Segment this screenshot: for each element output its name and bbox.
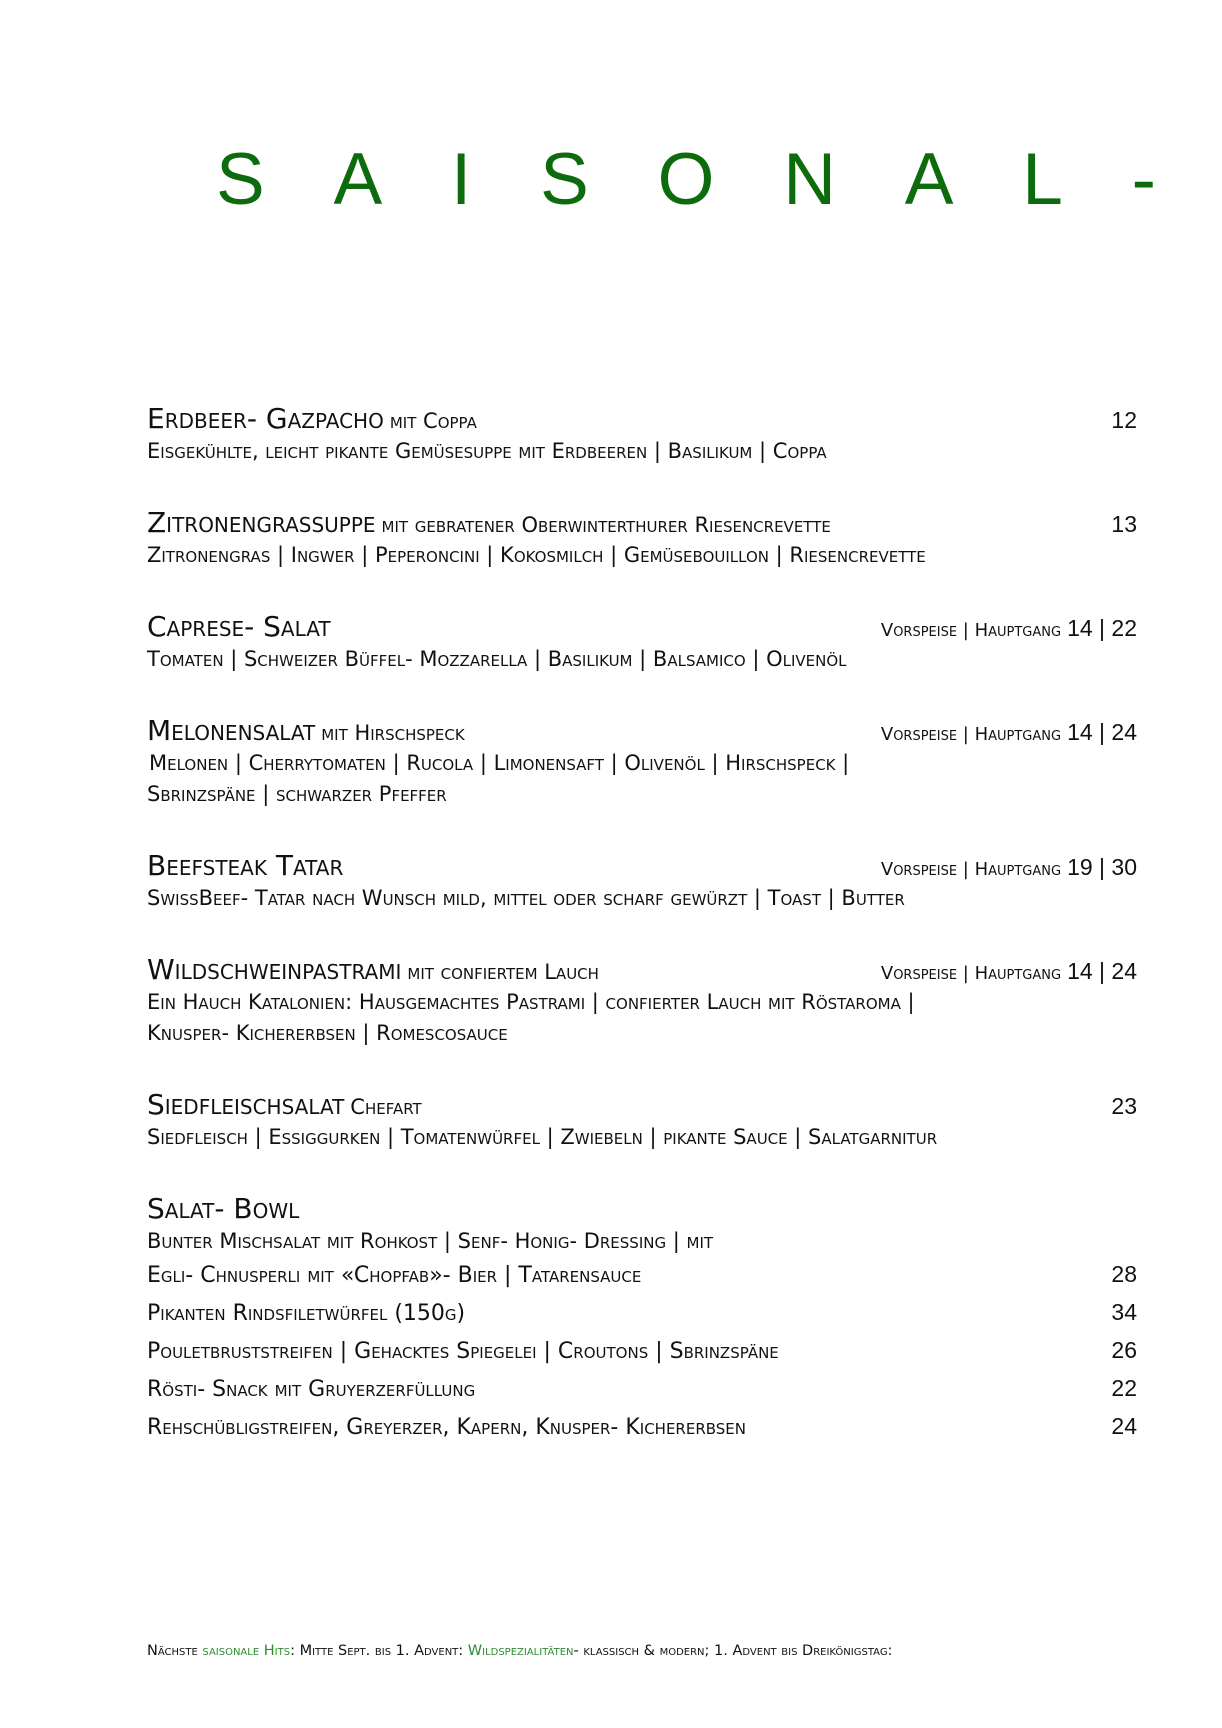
title-letter: N	[783, 139, 836, 220]
item-description: Melonen | Cherrytomaten | Rucola | Limonensaft | Olivenöl | Hirschspeck |	[149, 751, 850, 775]
bowl-option	[147, 1370, 1137, 1408]
footer-note	[147, 1643, 1147, 1659]
menu-list	[147, 402, 1137, 1486]
bowl-option-price: 24	[1111, 1413, 1137, 1439]
item-name: Salat- Bowl	[147, 1192, 300, 1225]
bowl-option-label: Pikanten Rindsfiletwürfel (150g)	[147, 1301, 466, 1326]
item-price: 14 | 24	[1067, 958, 1137, 984]
bowl-option	[147, 1294, 1137, 1332]
bowl-option-label: Rehschübligstreifen, Greyerzer, Kapern, Knusper- Kichererbsen	[147, 1415, 746, 1440]
item-description: Bunter Mischsalat mit Rohkost | Senf- Honig- Dressing | mit	[147, 1229, 714, 1253]
item-subtitle: mit confiertem Lauch	[407, 960, 599, 984]
title-letter: I	[451, 139, 472, 220]
bowl-option	[147, 1256, 1137, 1294]
item-price: 14 | 24	[1067, 719, 1137, 745]
menu-item-salat-bowl	[147, 1192, 1137, 1446]
footer-highlight: Wildspezialitäten	[467, 1643, 574, 1659]
footer-text: - klassisch & modern; 1. Advent bis Dreikönigstag:	[573, 1643, 893, 1659]
footer-text: : Mitte Sept. bis 1. Advent:	[290, 1643, 468, 1659]
menu-item-beefsteak-tatar	[147, 849, 1137, 913]
footer-highlight: saisonale Hits	[202, 1643, 291, 1659]
bowl-option-label: Egli- Chnusperli mit «Chopfab»- Bier | Tatarensauce	[147, 1263, 642, 1288]
menu-item-siedfleischsalat	[147, 1088, 1137, 1152]
item-description: Zitronengras | Ingwer | Peperoncini | Kokosmilch | Gemüsebouillon | Riesencrevette	[147, 543, 926, 567]
item-price: 19 | 30	[1067, 854, 1137, 880]
bowl-option-label: Pouletbruststreifen | Gehacktes Spiegelei | Croutons | Sbrinzspäne	[147, 1339, 779, 1364]
item-name: Erdbeer- Gazpacho	[147, 402, 384, 435]
item-subtitle: mit Coppa	[389, 409, 477, 433]
bowl-option-price: 22	[1111, 1375, 1137, 1401]
item-description: Ein Hauch Katalonien: Hausgemachtes Pastrami | confierter Lauch mit Röstaroma |	[147, 990, 915, 1014]
item-name: Wildschweinpastrami	[147, 953, 402, 986]
item-course-label: Vorspeise | Hauptgang	[880, 859, 1062, 880]
item-name: Zitronengrassuppe	[147, 506, 376, 539]
bowl-option	[147, 1408, 1137, 1446]
menu-item-caprese-salat	[147, 610, 1137, 674]
item-description: Eisgekühlte, leicht pikante Gemüsesuppe mit Erdbeeren | Basilikum | Coppa	[147, 439, 827, 463]
menu-item-wildschweinpastrami	[147, 953, 1137, 1048]
item-course-label: Vorspeise | Hauptgang	[880, 963, 1062, 984]
item-course-label: Vorspeise | Hauptgang	[880, 724, 1062, 745]
item-description: SwissBeef- Tatar nach Wunsch mild, mittel oder scharf gewürzt | Toast | Butter	[147, 886, 905, 910]
item-course-label: Vorspeise | Hauptgang	[880, 620, 1062, 641]
item-description: Siedfleisch | Essiggurken | Tomatenwürfel | Zwiebeln | pikante Sauce | Salatgarnitur	[147, 1125, 938, 1149]
bowl-option-price: 28	[1111, 1261, 1137, 1287]
item-subtitle: Chefart	[350, 1095, 422, 1119]
title-letter: A	[904, 139, 954, 220]
title-letter: -	[1131, 139, 1156, 220]
item-name: Beefsteak Tatar	[147, 849, 344, 882]
item-price: 23	[1111, 1093, 1137, 1119]
item-subtitle: mit gebratener Oberwinterthurer Riesencrevette	[381, 513, 831, 537]
item-subtitle: mit Hirschspeck	[321, 721, 465, 745]
page-title	[216, 139, 1156, 220]
bowl-option-price: 34	[1111, 1299, 1137, 1325]
footer-text: Nächste	[147, 1643, 203, 1659]
menu-item-erdbeer-gazpacho	[147, 402, 1137, 466]
item-description: Sbrinzspäne | schwarzer Pfeffer	[147, 782, 447, 806]
title-letter: S	[540, 139, 589, 220]
menu-item-zitronengrassuppe	[147, 506, 1137, 570]
item-description: Tomaten | Schweizer Büffel- Mozzarella | Basilikum | Balsamico | Olivenöl	[147, 647, 847, 671]
item-price: 14 | 22	[1067, 615, 1137, 641]
bowl-option-price: 26	[1111, 1337, 1137, 1363]
title-letter: O	[657, 139, 715, 220]
item-price: 13	[1111, 511, 1137, 537]
bowl-option	[147, 1332, 1137, 1370]
bowl-option-label: Rösti- Snack mit Gruyerzerfüllung	[147, 1377, 476, 1402]
item-name: Caprese- Salat	[147, 610, 331, 643]
item-name: Melonensalat	[147, 714, 316, 747]
title-letter: S	[216, 139, 265, 220]
title-letter: A	[333, 139, 383, 220]
title-letter: L	[1022, 139, 1063, 220]
item-name: Siedfleischsalat	[147, 1088, 345, 1121]
item-description: Knusper- Kichererbsen | Romescosauce	[147, 1021, 508, 1045]
item-price: 12	[1111, 407, 1137, 433]
menu-item-melonensalat	[147, 714, 1137, 809]
